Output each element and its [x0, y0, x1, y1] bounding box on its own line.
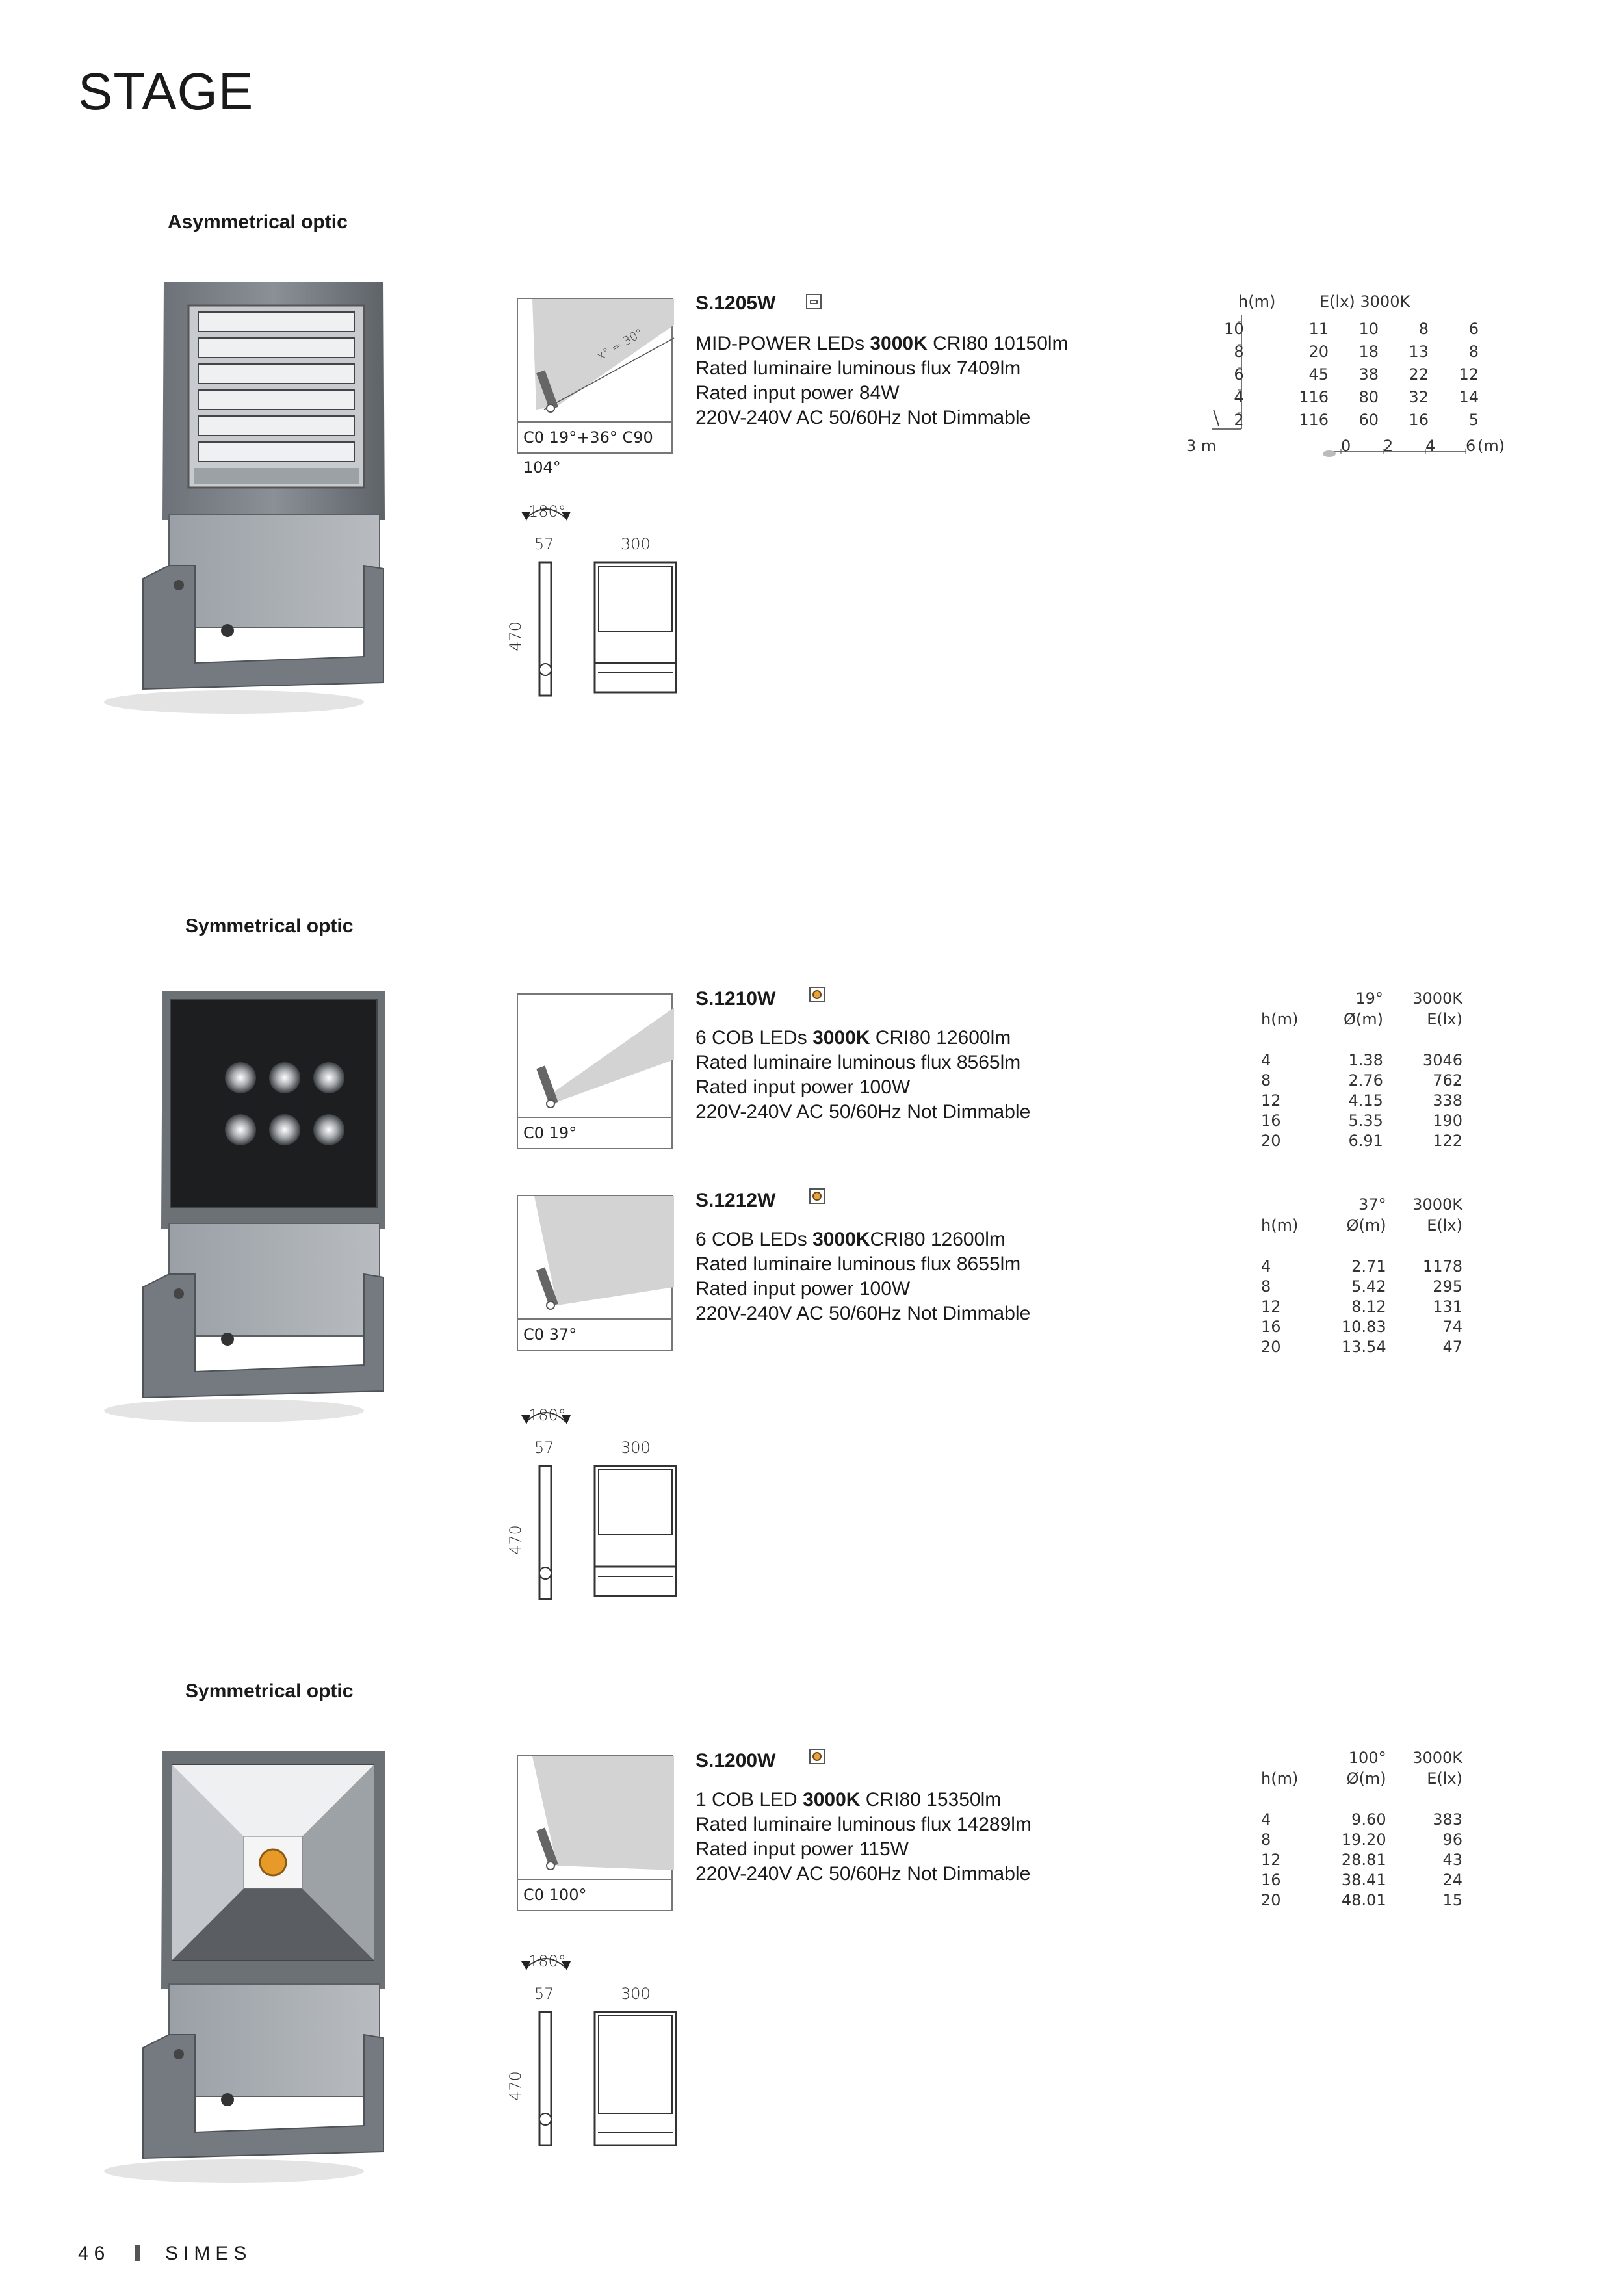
illuminance-table	[1199, 317, 1479, 431]
page-number: 46	[78, 2243, 110, 2264]
page-title: STAGE	[78, 62, 254, 120]
product-code: S.1200W	[695, 1750, 776, 1771]
page-footer	[78, 2243, 252, 2265]
beam-label: C0 37°	[518, 1318, 671, 1350]
illuminance-chart	[1186, 293, 1505, 462]
photometric-table: 37° 3000K h(m) Ø(m) E(lx) 4 2.71 1178 8 5.42 295 12 8.12 131 16 10.83 74 20 13.54 47	[1261, 1195, 1462, 1356]
x-tick: 0	[1341, 437, 1351, 455]
table-row: 12 8.12 131	[1261, 1298, 1462, 1316]
rectangle-optic-icon	[806, 294, 822, 309]
table-row: 8 2.76 762	[1261, 1071, 1462, 1089]
dimension-drawing	[507, 1401, 767, 1615]
section-heading: Symmetrical optic	[185, 915, 354, 937]
table-row: 16 10.83 74	[1261, 1318, 1462, 1336]
beam-label: C0 19°+36° C90 104°	[518, 421, 671, 452]
tilt-label: x° = 30°	[594, 326, 646, 364]
table-row: 16 5.35 190	[1261, 1112, 1462, 1130]
beam-label: C0 19°	[518, 1117, 671, 1148]
x-tick: 4	[1425, 437, 1436, 455]
dimension-drawing	[507, 1947, 767, 2161]
beam-diagram	[517, 1195, 673, 1351]
illuminance-row: 8 20 18 13 8	[1234, 342, 1479, 361]
depth-label: 57	[534, 1439, 554, 1457]
table-row: 20 13.54 47	[1261, 1338, 1462, 1356]
brand-name: SIMES	[165, 2243, 252, 2264]
e-axis-label: E(lx) 3000K	[1319, 293, 1410, 311]
section-heading: Asymmetrical optic	[168, 211, 348, 233]
height-label: 470	[506, 621, 525, 651]
illuminance-row: 10 11 10 8 6	[1224, 319, 1479, 338]
table-row: 16 38.41 24	[1261, 1871, 1462, 1889]
product-photo-s1210w	[78, 982, 390, 1437]
table-row: 12 4.15 338	[1261, 1091, 1462, 1110]
h-axis-label: h(m)	[1238, 293, 1276, 311]
width-label: 300	[621, 535, 651, 553]
table-row: 20 6.91 122	[1261, 1132, 1462, 1150]
photometric-table: 19° 3000K h(m) Ø(m) E(lx) 4 1.38 3046 8 2.76 762 12 4.15 338 16 5.35 190 20 6.91 122	[1261, 989, 1462, 1150]
table-row: 12 28.81 43	[1261, 1851, 1462, 1869]
height-label: 470	[506, 1525, 525, 1555]
table-row: 8 19.20 96	[1261, 1831, 1462, 1849]
cob-optic-icon	[809, 987, 825, 1002]
depth-label: 57	[534, 535, 554, 553]
product-description: 6 COB LEDs 3000KCRI80 12600lm Rated luminaire luminous flux 8655lm Rated input power 100W 220V-240V AC 50/60Hz Not Dimmable	[695, 1229, 1031, 1324]
beam-diagram	[517, 1755, 673, 1911]
product-photo-s1205w	[78, 273, 390, 728]
width-label: 300	[621, 1439, 651, 1457]
footer-separator	[135, 2245, 140, 2261]
distance-label: 3 m	[1186, 437, 1217, 455]
x-tick: 2	[1383, 437, 1394, 455]
section-heading: Symmetrical optic	[185, 1680, 354, 1702]
product-description: 6 COB LEDs 3000K CRI80 12600lm Rated luminaire luminous flux 8565lm Rated input power 100W 220V-240V AC 50/60Hz Not Dimmable	[695, 1027, 1031, 1123]
product-description: MID-POWER LEDs 3000K CRI80 10150lm Rated luminaire luminous flux 7409lm Rated input power 84W 220V-240V AC 50/60Hz Not Dimmable	[695, 333, 1069, 428]
illuminance-row: 4 116 80 32 14	[1234, 387, 1479, 406]
illuminance-row: 6 45 38 22 12	[1234, 365, 1479, 384]
table-row: 20 48.01 15	[1261, 1891, 1462, 1909]
beam-diagram	[517, 298, 673, 476]
beam-label: C0 100°	[518, 1879, 671, 1910]
height-label: 470	[506, 2071, 525, 2101]
dimension-drawing	[507, 497, 767, 712]
photometric-table: 100° 3000K h(m) Ø(m) E(lx) 4 9.60 383 8 19.20 96 12 28.81 43 16 38.41 24 20 48.01 15	[1261, 1749, 1462, 1909]
table-row: 8 5.42 295	[1261, 1277, 1462, 1296]
product-code: S.1205W	[695, 293, 776, 314]
cob-optic-icon	[809, 1749, 825, 1764]
product-description: 1 COB LED 3000K CRI80 15350lm Rated luminaire luminous flux 14289lm Rated input power 115W 220V-240V AC 50/60Hz Not Dimmable	[695, 1789, 1032, 1885]
rotation-label: 180°	[528, 1952, 566, 1970]
illuminance-row: 2 116 60 16 5	[1234, 410, 1479, 429]
beam-diagram	[517, 993, 673, 1149]
rotation-label: 180°	[528, 502, 566, 521]
depth-label: 57	[534, 1985, 554, 2003]
table-row: 4 9.60 383	[1261, 1810, 1462, 1829]
product-photo-s1200w	[78, 1742, 390, 2197]
x-tick: 6	[1466, 437, 1476, 455]
rotation-label: 180°	[528, 1406, 566, 1424]
product-code: S.1210W	[695, 988, 776, 1010]
product-code: S.1212W	[695, 1190, 776, 1211]
width-label: 300	[621, 1985, 651, 2003]
table-row: 4 1.38 3046	[1261, 1051, 1462, 1069]
x-axis-unit: (m)	[1477, 437, 1505, 455]
table-row: 4 2.71 1178	[1261, 1257, 1462, 1275]
cob-optic-icon	[809, 1188, 825, 1204]
